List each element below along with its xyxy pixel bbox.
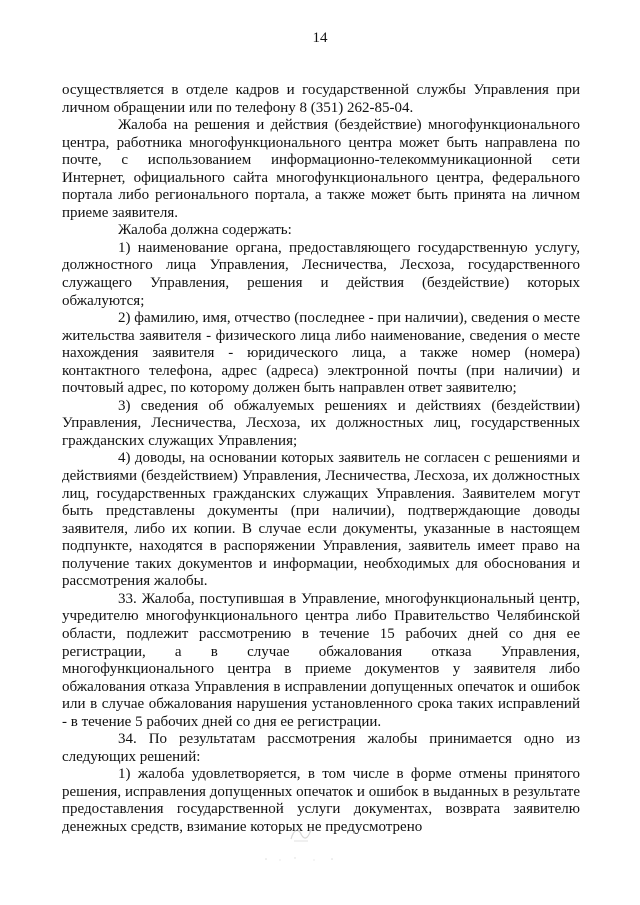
paragraph-continuation: осуществляется в отделе кадров и государственной службы Управления при личном обращении или по телефону 8 (351) 262-85-04.: [62, 82, 580, 116]
paragraph-mfc-complaint: Жалоба на решения и действия (бездействие) многофункционального центра, работника многофункционального центра может быть направлена по почте, с использованием информационно-телекоммуникационной сети Интернет, официального сайта многофункционального центра, федерального портала либо регионального портала, а также может быть принята на личном приеме заявителя.: [62, 117, 580, 221]
clause-34-item-1: 1) жалоба удовлетворяется, в том числе в форме отмены принятого решения, исправления допущенных опечаток и ошибок в выданных в результате предоставления государственной услуги документах, возврата заявителю денежных средств, взимание которых не предусмотрено: [62, 766, 580, 835]
list-item-1: 1) наименование органа, предоставляющего государственную услугу, должностного лица Управления, Лесничества, Лесхоза, государственного служащего Управления, решения и действия (бездействие) которых обжалуются;: [62, 239, 580, 309]
list-item-4: 4) доводы, на основании которых заявитель не согласен с решениями и действиями (бездействием) Управления, Лесничества, Лесхоза, их должностных лиц, государственных гражданских служащих Управления. Заявителем могут быть представлены документы (при наличии), подтверждающие доводы заявителя, либо их копии. В случае если документы, указанные в настоящем подпункте, находятся в распоряжении Управления, заявитель имеет право на получение таких документов и информации, необходимых для обоснования и рассмотрения жалобы.: [62, 450, 580, 590]
document-body: [62, 82, 580, 837]
scan-noise-marks: [262, 855, 342, 863]
faint-stamp-mark: [288, 825, 314, 843]
page-number: 14: [312, 30, 328, 46]
list-item-2: 2) фамилию, имя, отчество (последнее - при наличии), сведения о месте жительства заявителя - физического лица либо наименование, сведения о месте нахождения заявителя - юридического лица, а также номер (номера) контактного телефона, адрес (адреса) электронной почты (при наличии) и почтовый адрес, по которому должен быть направлен ответ заявителю;: [62, 310, 580, 397]
clause-34: 34. По результатам рассмотрения жалобы принимается одно из следующих решений:: [62, 731, 580, 765]
clause-33: 33. Жалоба, поступившая в Управление, многофункциональный центр, учредителю многофункционального центра либо Правительство Челябинской области, подлежит рассмотрению в течение 15 рабочих дней со дня ее регистрации, а в случае обжалования отказа Управления, многофункционального центра в приеме документов у заявителя либо обжалования отказа Управления в исправлении допущенных опечаток и ошибок или в случае обжалования нарушения установленного срока таких исправлений - в течение 5 рабочих дней со дня ее регистрации.: [62, 590, 580, 730]
paragraph-complaint-contents: Жалоба должна содержать:: [118, 222, 292, 239]
list-item-3: 3) сведения об обжалуемых решениях и действиях (бездействии) Управления, Лесничества, Лесхоза, их должностных лиц, государственных гражданских служащих Управления;: [62, 397, 580, 449]
